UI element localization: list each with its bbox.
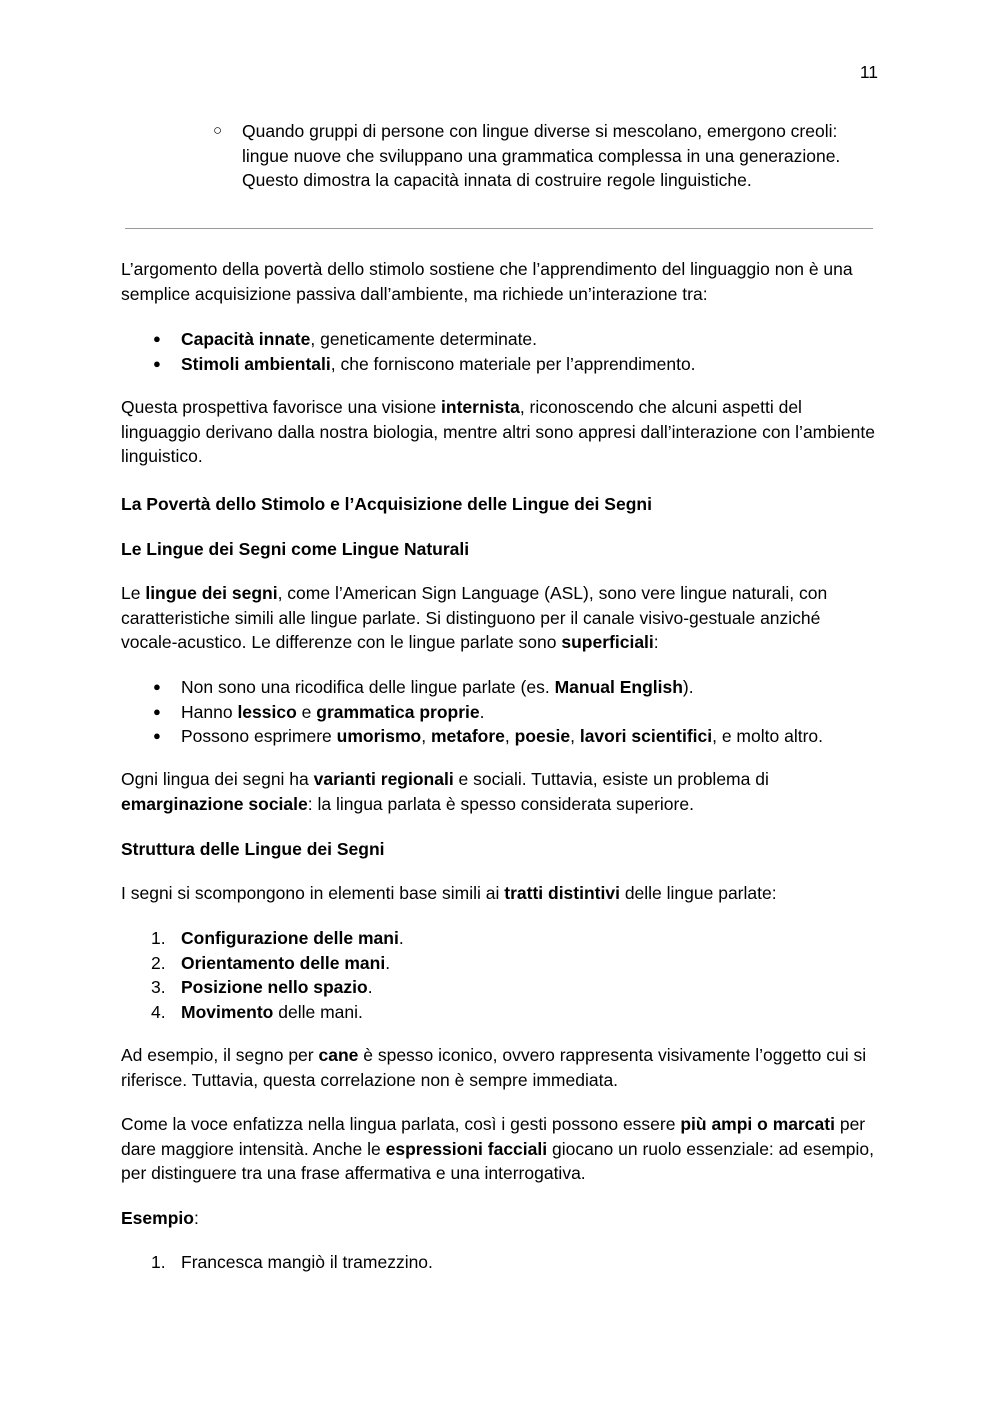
list-item: [121, 352, 881, 377]
list-number: 2.: [151, 952, 166, 973]
list-item-text: delle mani.: [273, 1001, 363, 1022]
list-item: [121, 675, 881, 700]
bold-span: Esempio: [121, 1208, 194, 1228]
text-span: , e molto altro.: [712, 726, 823, 747]
list-item-bold: Stimoli ambientali: [181, 353, 331, 374]
text-span: , come l’American Sign Language (ASL), sono vere lingue naturali, con caratteristiche simili alle lingue parlate. Si distinguono per il canale visivo-gestuale anziché vocale-acustico. Le differenze con le lingue parlate sono: [121, 583, 828, 653]
paragraph-emphasis: [121, 1112, 881, 1186]
text-span: Le: [121, 583, 146, 603]
bold-span: lingue dei segni: [145, 583, 278, 603]
list-item: [121, 700, 881, 725]
list-item-bold: Capacità innate: [181, 329, 311, 349]
bold-span: poesie: [514, 726, 571, 747]
list-number: 4.: [151, 1001, 166, 1022]
paragraph-internist: [121, 395, 881, 469]
list-item: [121, 1000, 881, 1025]
text-span: per dare maggiore intensità. Anche le: [121, 1114, 866, 1159]
bullet-list-features: [121, 675, 881, 749]
text-span: Ogni lingua dei segni ha: [121, 769, 314, 789]
paragraph-iconic-example: [121, 1043, 881, 1092]
numbered-list-parameters: [121, 926, 881, 1024]
list-item: [121, 951, 881, 976]
bold-span: Manual English: [554, 677, 683, 697]
list-item: [121, 724, 881, 749]
text-span: giocano un ruolo essenziale: ad esempio, per distinguere tra una frase affermativa e una interrogativa.: [121, 1138, 874, 1184]
bullet-icon: ●: [153, 355, 161, 371]
list-item-bold: Posizione nello spazio: [181, 977, 368, 998]
section-heading: La Povertà dello Stimolo e l’Acquisizione delle Lingue dei Segni: [121, 494, 652, 514]
text-span: Possono esprimere: [181, 726, 337, 747]
text-span: Ad esempio, il segno per: [121, 1045, 319, 1065]
text-span: e: [296, 701, 317, 722]
horizontal-divider: [125, 228, 873, 229]
bold-span: umorismo: [336, 726, 422, 747]
text-span: Come la voce enfatizza nella lingua parlata, così i gesti possono essere: [121, 1114, 681, 1134]
paragraph-poverty-stimulus: [121, 257, 881, 306]
bullet-icon: ●: [153, 679, 161, 694]
paragraph-structure: [121, 881, 881, 906]
text-span: I segni si scompongono in elementi base simili ai: [121, 883, 505, 903]
list-item-bold: Movimento: [181, 1001, 274, 1022]
list-item: [121, 975, 881, 1000]
list-item: [121, 1250, 881, 1275]
text-span: Hanno: [181, 701, 238, 722]
text-span: è spesso iconico, ovvero rappresenta visivamente l’oggetto cui si riferisce. Tuttavia, questa correlazione non è sempre immediata.: [121, 1045, 867, 1090]
list-item-text: .: [385, 952, 391, 973]
list-number: 1.: [151, 928, 166, 948]
list-item-text: .: [398, 928, 404, 948]
list-item-text: , geneticamente determinate.: [310, 329, 538, 349]
list-item: [121, 327, 881, 352]
text-span: ,: [504, 726, 515, 747]
bullet-icon: ●: [153, 331, 161, 346]
text-span: ,: [421, 726, 431, 747]
bold-span: cane: [318, 1045, 359, 1065]
list-number: 3.: [151, 977, 166, 998]
bold-span: grammatica proprie: [316, 701, 480, 722]
bold-span: emarginazione sociale: [121, 793, 308, 814]
bullet-icon: ●: [153, 728, 161, 744]
list-number: 1.: [151, 1252, 166, 1272]
sub-bullet-text: Quando gruppi di persone con lingue diverse si mescolano, emergono creoli: lingue nuove che sviluppano una grammatica complessa in una generazione. Questo dimostra la capacità innata di costruire regole linguistiche.: [242, 121, 841, 191]
paragraph-sign-languages: [121, 581, 881, 655]
bold-span: varianti regionali: [313, 769, 454, 789]
text-span: :: [653, 632, 659, 653]
text-span: delle lingue parlate:: [619, 883, 777, 903]
bold-span: più ampi o marcati: [680, 1114, 835, 1134]
bold-span: tratti distintivi: [504, 883, 620, 903]
list-item-text: .: [367, 977, 373, 998]
list-item: [121, 926, 881, 951]
list-item-bold: Orientamento delle mani: [181, 952, 386, 973]
numbered-list-example: [121, 1250, 881, 1275]
paragraph-example-label: [121, 1206, 881, 1231]
bold-span: lavori scientifici: [579, 726, 713, 747]
bullet-icon: ●: [153, 703, 161, 719]
text-span: Questa prospettiva favorisce una visione: [121, 397, 442, 417]
text-span: ,: [570, 726, 580, 747]
bold-span: internista: [441, 397, 520, 417]
list-item-bold: Configurazione delle mani: [181, 928, 399, 948]
text-span: ).: [682, 677, 694, 697]
text-span: e sociali. Tuttavia, esiste un problema di: [453, 769, 769, 789]
text-span: :: [193, 1208, 199, 1228]
paragraph-regional-variants: [121, 767, 881, 816]
text-span: : la lingua parlata è spesso considerata superiore.: [307, 793, 694, 814]
hollow-circle-bullet-icon: ○: [213, 122, 223, 139]
list-item-text: Francesca mangiò il tramezzino.: [181, 1252, 433, 1272]
bold-span: espressioni facciali: [385, 1138, 548, 1159]
subsection-heading: Struttura delle Lingue dei Segni: [121, 839, 385, 859]
bold-span: superficiali: [561, 632, 654, 653]
text-span: .: [479, 701, 485, 722]
bullet-list-factors: [121, 327, 881, 376]
text-span: Non sono una ricodifica delle lingue parlate (es.: [181, 677, 555, 697]
bold-span: lessico: [237, 701, 297, 722]
subsection-heading: Le Lingue dei Segni come Lingue Naturali: [121, 539, 470, 559]
paragraph-text: L’argomento della povertà dello stimolo sostiene che l’apprendimento del linguaggio non è una semplice acquisizione passiva dall’ambiente, ma richiede un’interazione tra:: [121, 259, 853, 304]
bold-span: metafore: [430, 726, 505, 747]
text-span: , riconoscendo che alcuni aspetti del linguaggio derivano dalla nostra biologia, mentre altri sono appresi dall’interazione con l’ambiente linguistico.: [121, 397, 875, 467]
list-item-text: , che forniscono materiale per l’apprendimento.: [330, 353, 696, 374]
page-number: 11: [859, 62, 878, 82]
